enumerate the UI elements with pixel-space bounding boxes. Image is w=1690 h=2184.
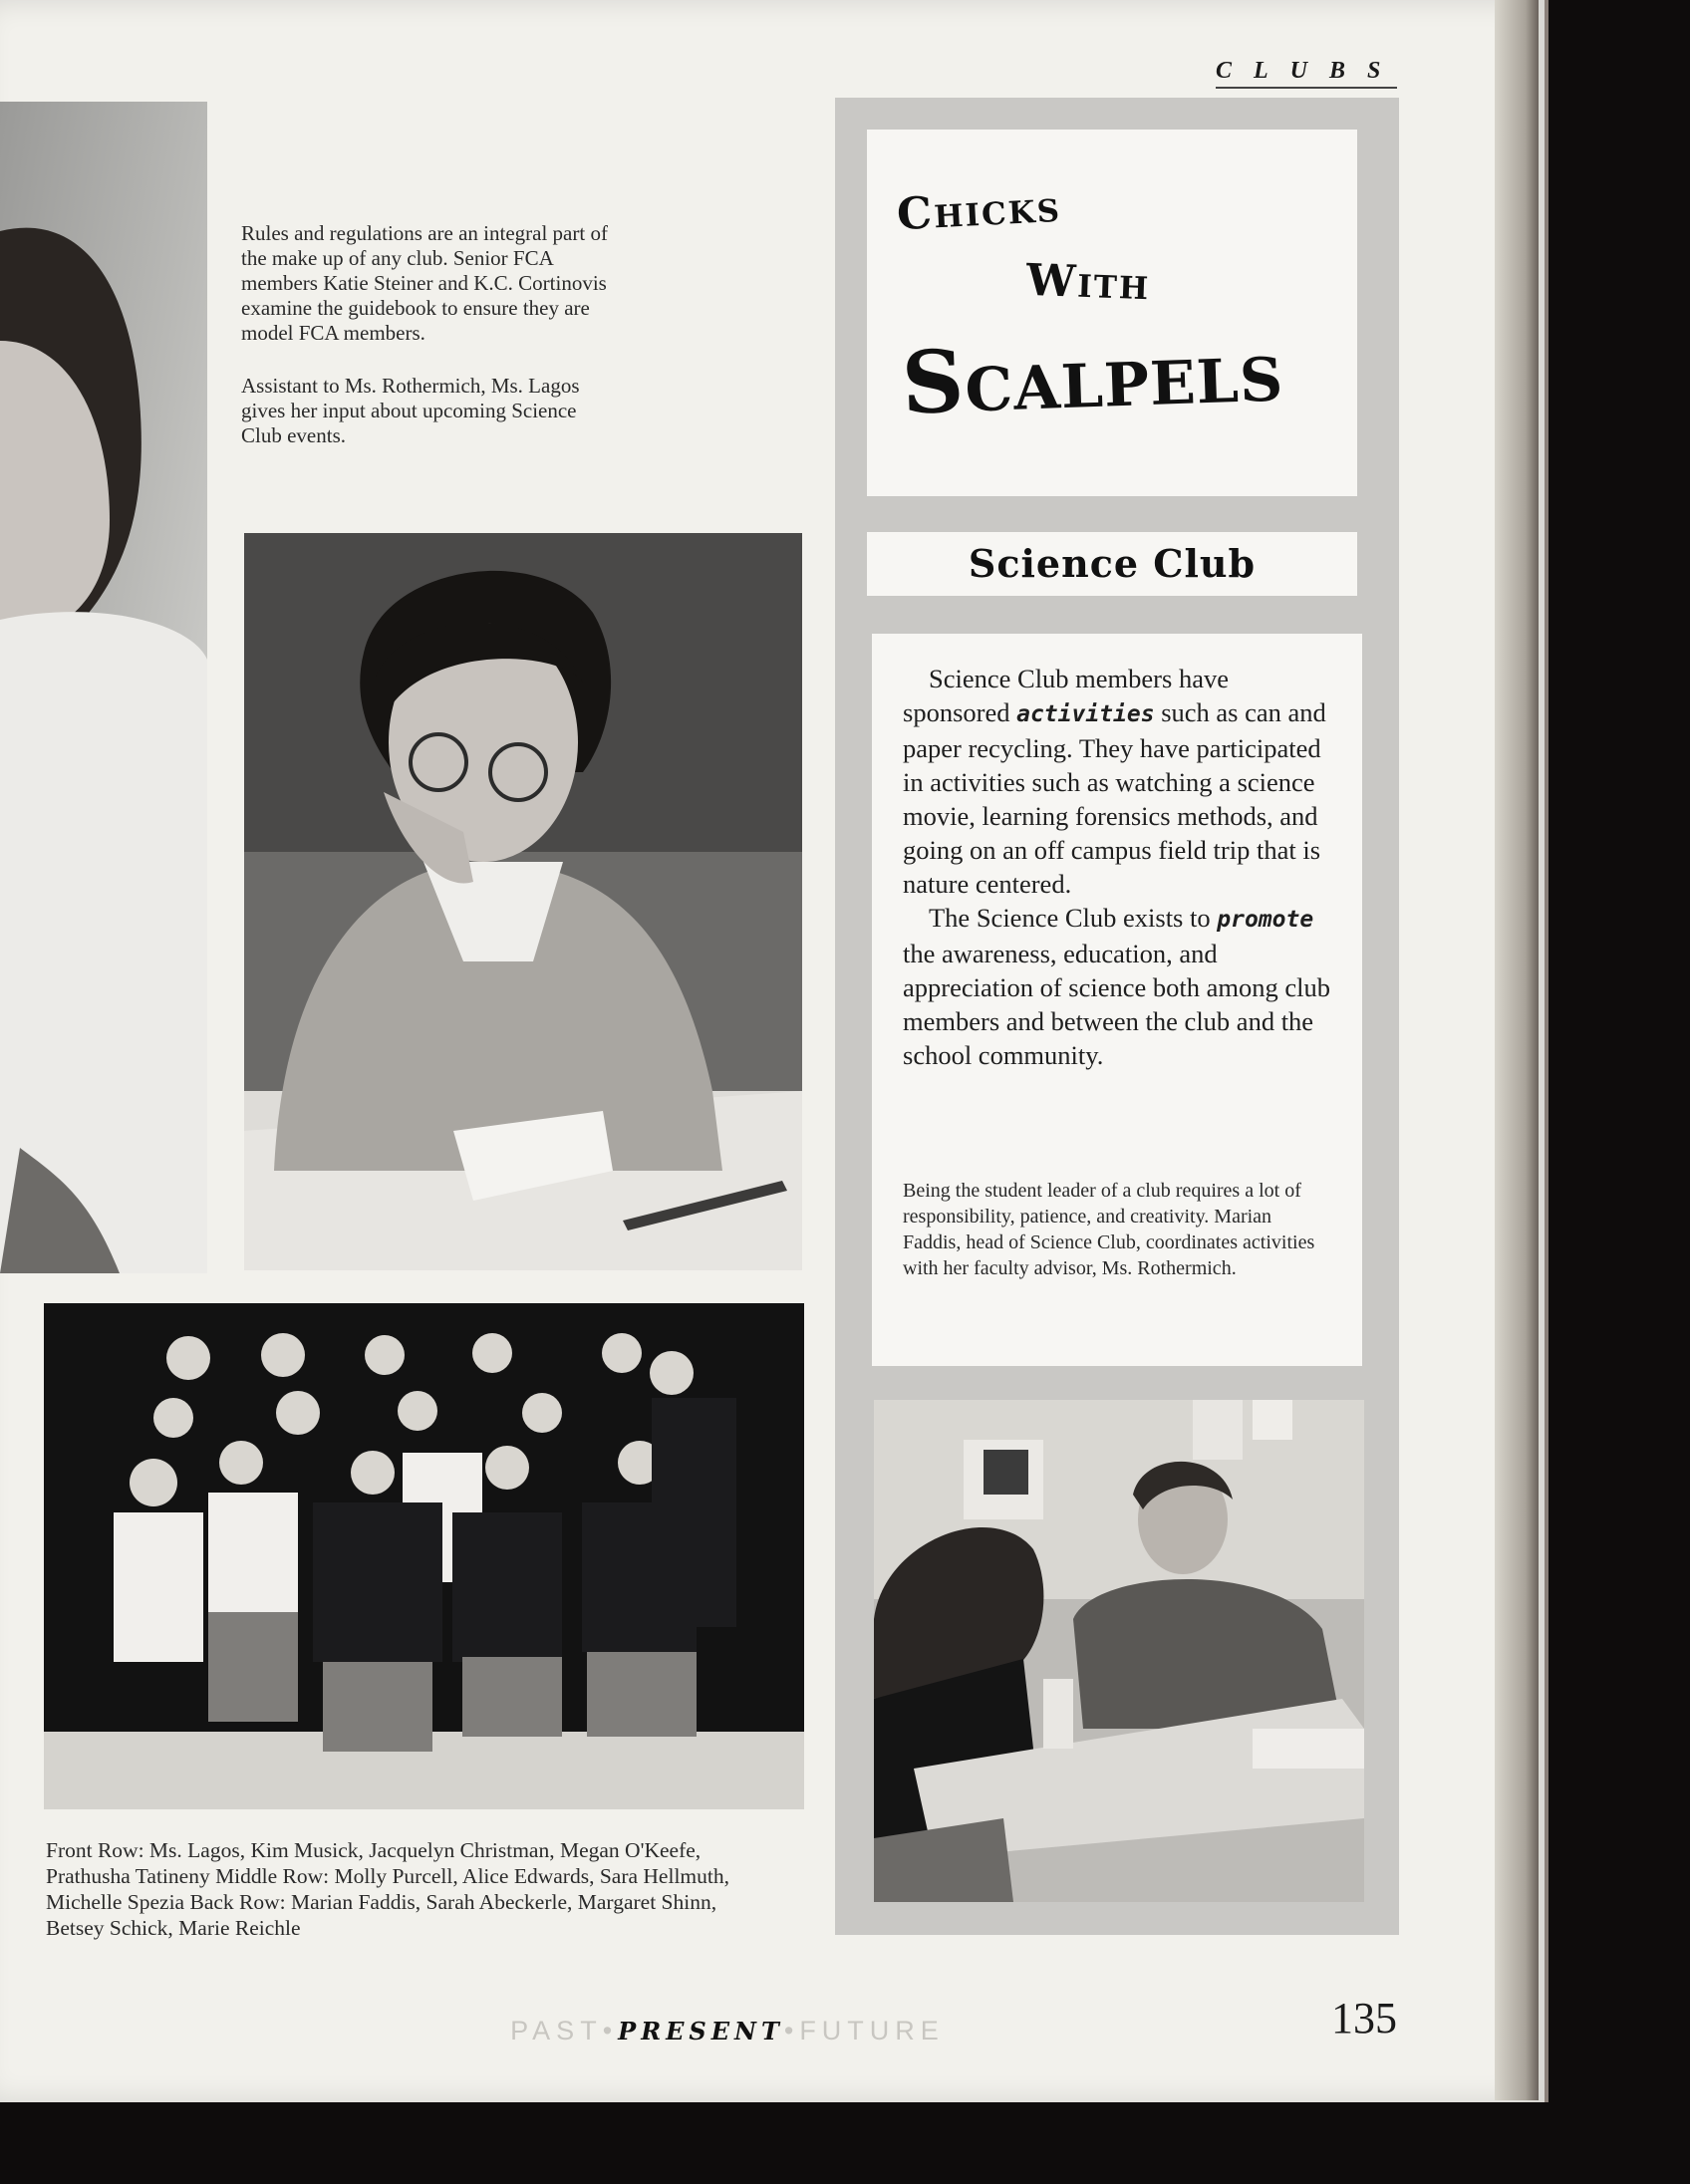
motto-separator-2: •	[783, 2016, 800, 2046]
body-paragraph-2	[903, 901, 1331, 1072]
body-text	[903, 662, 1331, 1072]
photo-caption-top	[241, 221, 615, 476]
motto-past: PAST	[510, 2016, 603, 2046]
teacher-photo	[244, 533, 802, 1270]
side-caption: Being the student leader of a club requires a lot of responsibility, patience, and creativity. Marian Faddis, head of Science Club, coordinates activities with her faculty advisor, Ms. Rothermich.	[903, 1180, 1315, 1279]
classroom-photo	[874, 1400, 1364, 1902]
club-name: Science Club	[968, 541, 1257, 586]
left-cropped-photo	[0, 102, 207, 1273]
accent-promote: promote	[1217, 907, 1314, 933]
body-p2-end: the awareness, education, and appreciation of science both among club members and between the club and the school community.	[903, 939, 1330, 1070]
section-header: CLUBS	[1216, 58, 1397, 89]
group-photo	[44, 1303, 804, 1809]
title-box	[867, 130, 1357, 496]
title-line-2: With	[1025, 254, 1152, 311]
accent-activities: activities	[1016, 701, 1155, 727]
footer-motto	[488, 2016, 967, 2047]
title-line-1: Chicks	[895, 180, 1063, 241]
club-name-box	[867, 532, 1357, 596]
caption-fca: Rules and regulations are an integral part of the make up of any club. Senior FCA members Katie Steiner and K.C. Cortinovis examine the guidebook to ensure they are model FCA members.	[241, 221, 608, 345]
page-edge	[1495, 0, 1539, 2100]
body-p2-start: The Science Club exists to	[929, 903, 1218, 933]
group-photo-caption: Front Row: Ms. Lagos, Kim Musick, Jacquelyn Christman, Megan O'Keefe, Prathusha Tatineny Middle Row: Molly Purcell, Alice Edwards, Sara Hellmuth, Michelle Spezia Back Row: Marian Faddis, Sarah Abeckerle, Margaret Shinn, Betsey Schick, Marie Reichle	[46, 1838, 729, 1940]
body-paragraph-1	[903, 662, 1331, 901]
motto-separator-1: •	[602, 2016, 619, 2046]
caption-lagos: Assistant to Ms. Rothermich, Ms. Lagos gives her input about upcoming Science Club events.	[241, 374, 580, 447]
body-p1-start: Science Club members have sponsored	[903, 664, 1229, 727]
title-line-3: Scalpels	[900, 320, 1285, 434]
motto-present: PRESENT	[618, 2017, 784, 2046]
page-number: 135	[1331, 1994, 1397, 2043]
body-p1-end: such as can and paper recycling. They have participated in activities such as watching a science movie, learning forensics methods, and going on an off campus field trip that is nature centered.	[903, 697, 1326, 899]
motto-future: FUTURE	[799, 2016, 945, 2046]
